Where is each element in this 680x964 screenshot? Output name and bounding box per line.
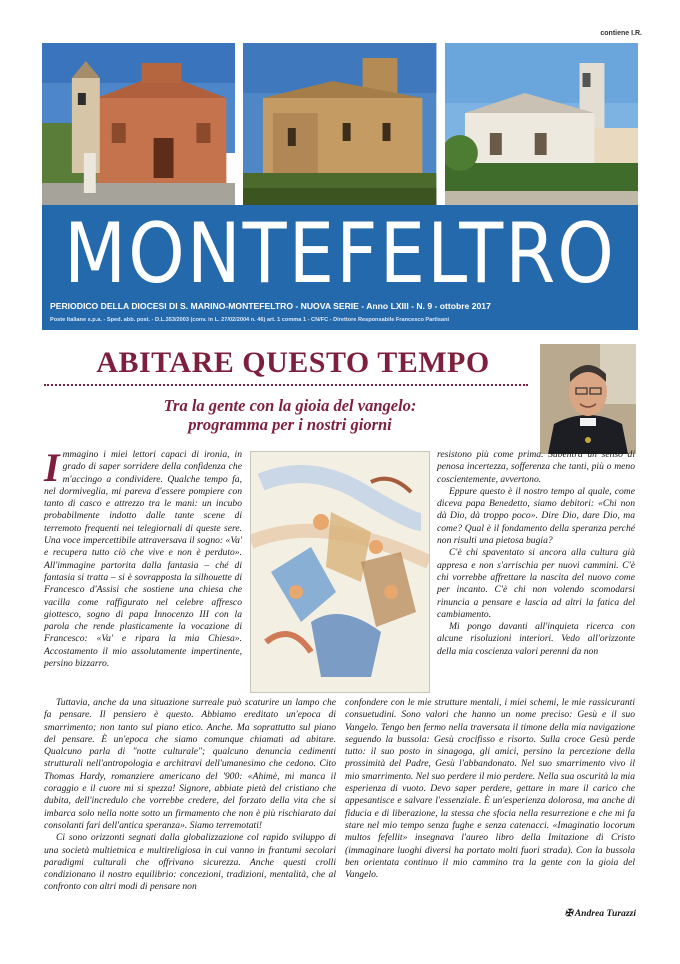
masthead — [42, 205, 638, 330]
column-3-paragraph-4: Mi pongo davanti all'inquieta ricerca con alcune risoluzioni interiori. Vedo all'orizzonte della mia coscienza valori perenni da non — [437, 621, 635, 657]
cathedral-san-marino-photo — [42, 43, 235, 205]
masthead-subline: PERIODICO DELLA DIOCESI DI S. MARINO-MONTEFELTRO - NUOVA SERIE - Anno LXIII - N. 9 - ottobre 2017 — [50, 301, 491, 311]
top-note: contiene I.R. — [600, 30, 642, 37]
bottom-right-paragraph-1: confondere con le mie strutture mentali, i miei schemi, le mie rassicuranti consuetudini. Sono valori che hanno un nome preciso: Gesù e il suo Vangelo. Tengo ben fermo nella traversata il timone della mia navigazione seguendo la bussola: Gesù crocifisso e risorto. Sulla croce Gesù perde tutto: il suo posto in sinagoga, gli amici, persino la percezione della prossimità del Padre, Gesù l'abbandonato. Nel suo smarrimento vivo il mio smarrimento. Nel suo perdere il mio perdere. Nella sua oscurità la mia esperienza di vuoto. Devo saper perdere, gettare in mare il carico che appesantisce e salvare l'essenziale. È un'esperienza dolorosa, ma anche di fiducia e di liberazione, la stessa che sfocia nella resurrezione e che mi fa stare nel mio tempo senza fughe e senza catenacci. «Imaginatio locorum multos fefellit» insegnava l'aureo libro della Imitazione di Cristo (immaginare luoghi diversi ha portato molti fuori strada). Con la bussola ben orientata continuo il mio cammino tra la gente con la gioia del Vangelo. — [345, 697, 635, 881]
column-3-paragraph-1: resistono più come prima. Subentra un senso di penosa incertezza, sofferenza che tanti, più o meno coscientemente, avvertono. — [437, 449, 635, 485]
pennabilli-church-photo — [445, 43, 638, 205]
masthead-title: MONTEFELTRO — [64, 204, 616, 302]
article-column-3 — [437, 449, 635, 658]
article-headline: ABITARE QUESTO TEMPO — [96, 346, 490, 379]
author-signature: ✠ Andrea Turazzi — [564, 908, 636, 919]
saint-francis-painting — [250, 451, 430, 693]
photo-strip — [42, 43, 638, 205]
author-portrait — [540, 344, 636, 454]
bottom-left-paragraph-1: Tuttavia, anche da una situazione surreale può scaturire un lampo che fa pensare. Il pensiero è questo. Abbiamo ereditato un'epoca di smarrimento; non tanto sul piano etico. Anche. Ma soprattutto sul piano del pensare. È un'epoca che siamo comunque chiamati ad abitare. Qualcuno parla di "notte culturale"; qualcuno denuncia cedimenti strutturali nell'antropologia e architravi dell'umanesimo che cedono. Cito Thomas Hardy, romanziere americano del '900: «Ahimè, mi manca il coraggio e il cuore mi si spezza! Signore, abbiate pietà del cristiano che dubita, dell'incredulo che vorrebbe credere, del forzato della vita che si imbarca solo nella notte sotto un firmamento che non è più rischiarato dai consolanti fari dell'antica speranza». Siamo terremotati! — [44, 697, 336, 831]
dotted-rule — [44, 384, 528, 386]
article-bottom-left — [44, 697, 336, 894]
bottom-left-paragraph-2: Ci sono orizzonti segnati dalla globalizzazione col rapido sviluppo di una società multietnica e multireligiosa in cui vanno in frantumi secolari paradigmi culturali che offrivano sicurezza. Anche questi crolli condizionano il nostro equilibrio: concezioni, tradizioni, mentalità, che al confronto con altri modi di pensare non — [44, 832, 336, 893]
column-1-text: mmagino i miei lettori capaci di ironia, in grado di saper sorridere della confidenza che m'accingo a condividere. Qualche tempo fa, nel dormiveglia, mi pareva d'essere pompiere con tanto di casco e attrezzo tra le mani: un incubo probabilmente indotto dalle tante scene di terremoto frequenti nei telegiornali di queste sere. Una voce impercettibile attraversava il sogno: «Va' e recupera tutto ciò che vive e non è perduto». All'immagine partorita dalla fantasia – ché di fantasia si tratta – si è sovrapposta la silhouette di Francesco d'Assisi che sostiene una chiesa che vacilla come raffigurato nel celebre affresco giottesco, sogno di papa Innocenzo III con la parola che rende plasticamente la vocazione di Francesco: «Va' e ripara la mia Chiesa». Accostamento il mio assolutamente impertinente, persino bizzarro. — [44, 449, 242, 670]
subhead-line-1: Tra la gente con la gioia del vangelo: — [163, 396, 417, 415]
stone-church-photo — [243, 43, 436, 205]
column-3-paragraph-3: C'è chi spaventato si ancora alla cultura già appresa e non s'arrischia per nuovi cammini. C'è chi vorrebbe affrettare la nascita del nuovo come per incanto. C'è chi non volendo scomodarsi rinuncia a pensare e lascia ad altri la fatica del cambiamento. — [437, 547, 635, 620]
column-3-paragraph-2: Eppure questo è il nostro tempo al quale, come diceva papa Benedetto, siamo debitori: «Chi non dà Dio, dà troppo poco». Dire Dio, dare Dio, ma come? Qual è il fondamento della speranza perché non risulti una pietosa bugia? — [437, 485, 635, 547]
article-bottom-right — [345, 697, 635, 881]
masthead-postal-info: Poste Italiane s.p.a. - Sped. abb. post. - D.L.353/2003 (conv. in L. 27/02/2004 n. 46) art. 1 comma 1 - CN/FC - Direttore Responsabile Francesco Partisani — [50, 317, 450, 323]
article-column-1 — [44, 445, 242, 670]
subhead-line-2: programma per i nostri giorni — [188, 415, 392, 434]
article-subhead — [90, 396, 490, 434]
drop-cap: I — [44, 445, 60, 490]
